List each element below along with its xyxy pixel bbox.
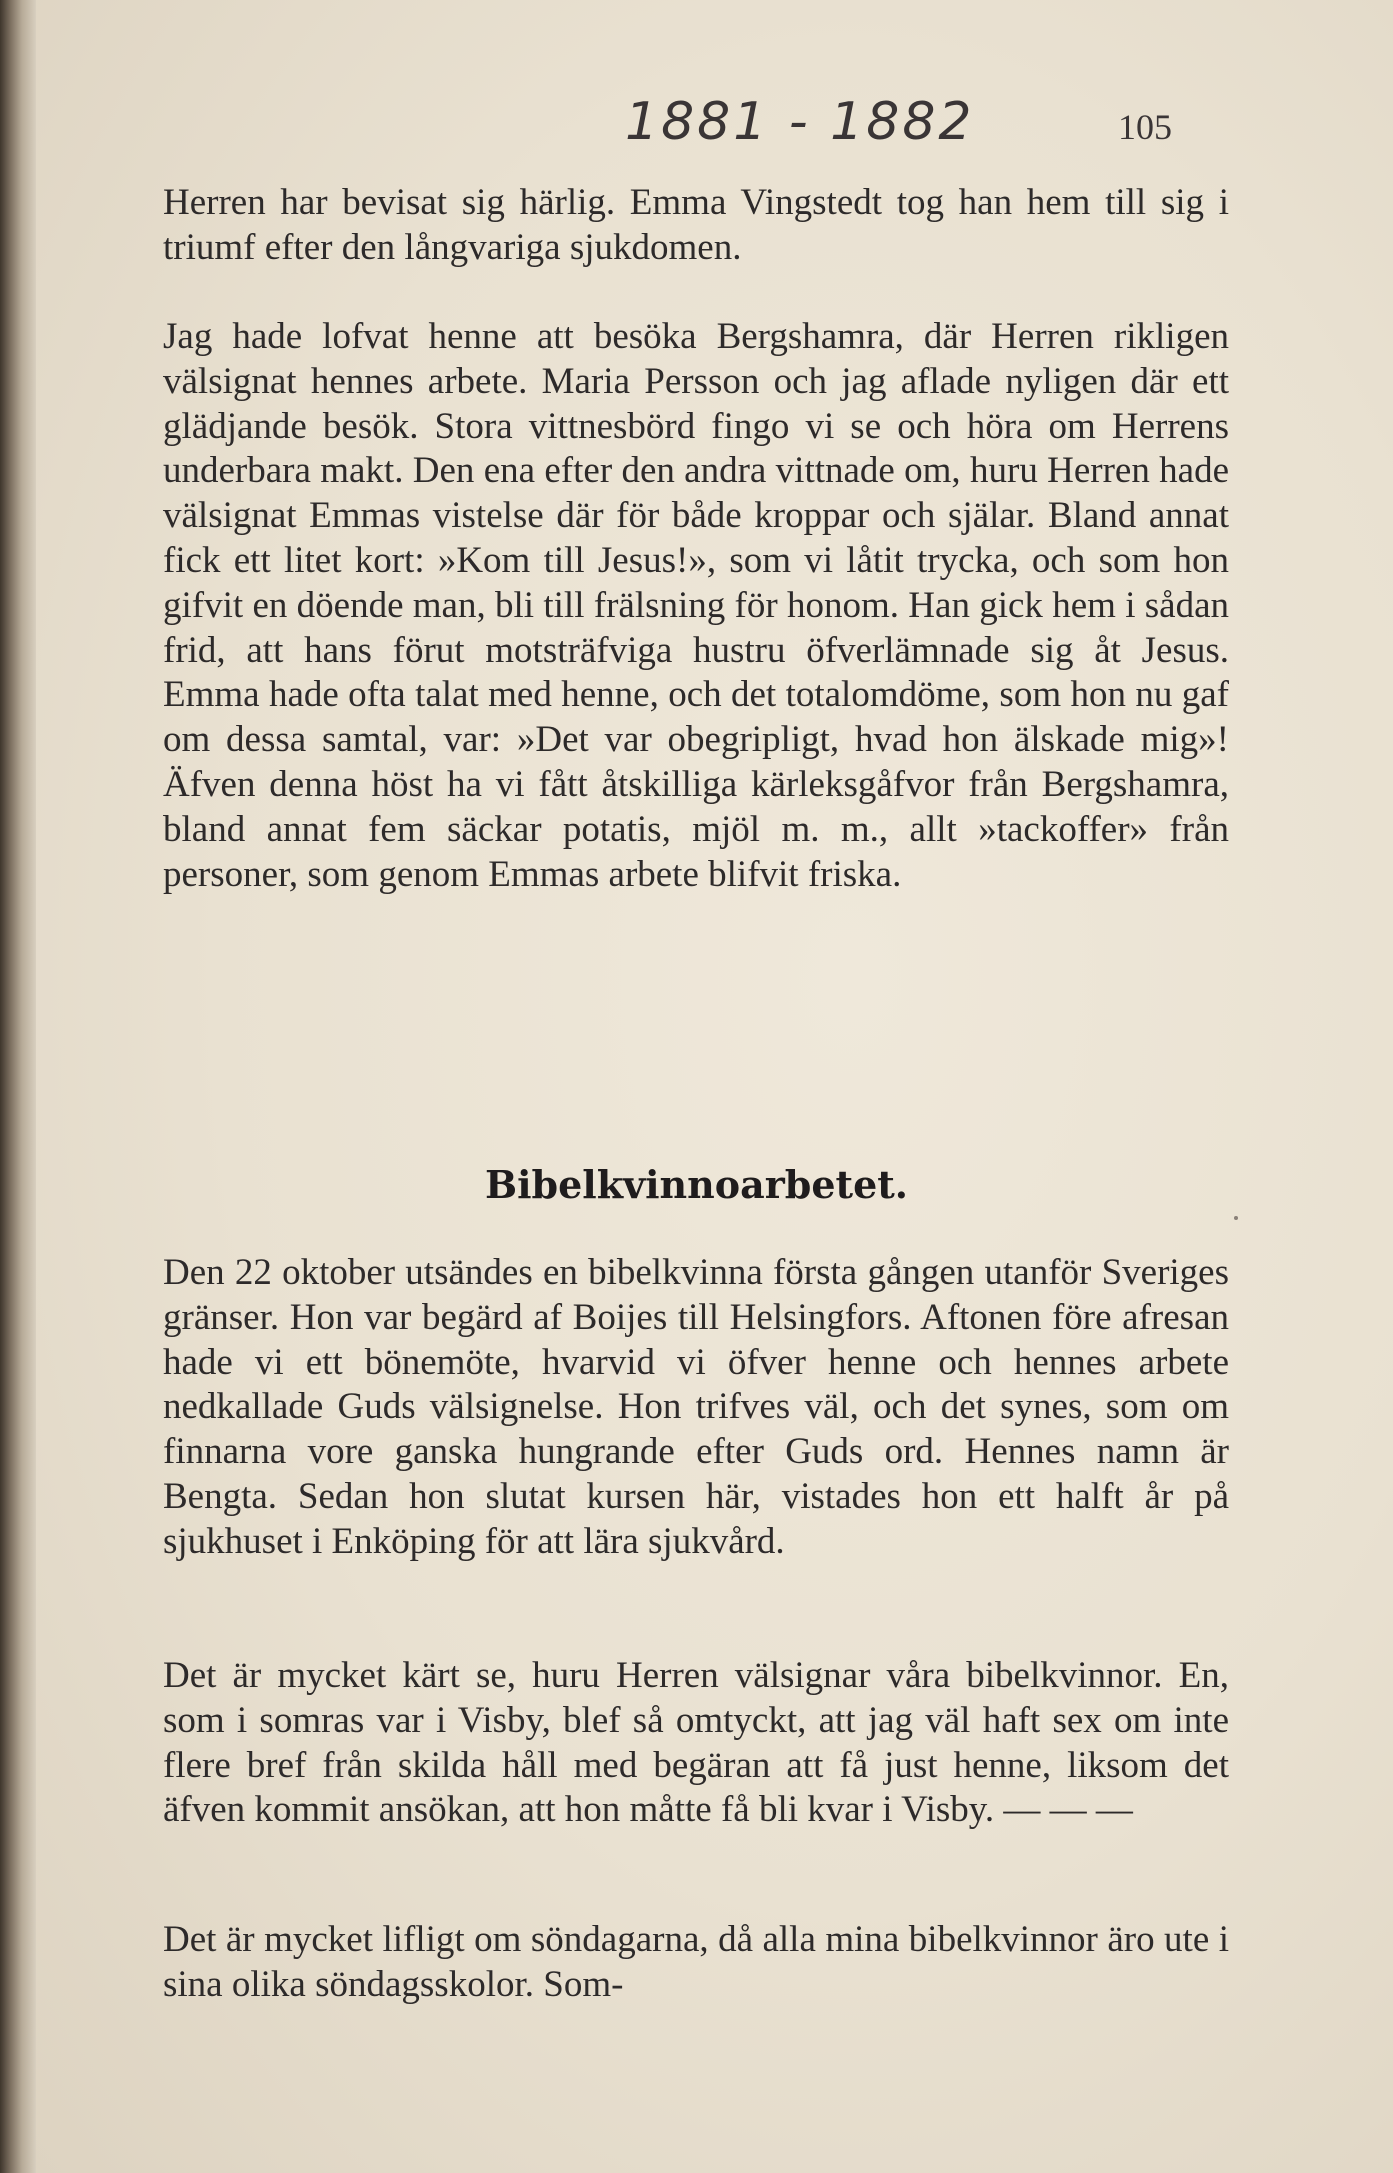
paragraph-sondagsskolor: Det är mycket lifligt om söndagarna, då alla mina bibelkvinnor äro ute i sina olika söndagsskolor. Som- bbox=[163, 1919, 1229, 2005]
page-header bbox=[0, 92, 1393, 162]
paragraph-visby: Det är mycket kärt se, huru Herren välsignar våra bibelkvinnor. En, som i somras var i Visby, blef så omtyckt, att jag väl haft sex om inte flere bref från skilda håll med begäran att få just henne, liksom det äfven kommit ansökan, att hon måtte få bli kvar i Visby. — — — bbox=[163, 1655, 1229, 1831]
paragraph-bergshamra: Jag hade lofvat henne att besöka Bergshamra, där Herren rikligen välsignat hennes arbete. Maria Persson och jag aflade nyligen där ett glädjande besök. Stora vittnesbörd fingo vi se och höra om Herrens underbara makt. Den ena efter den andra vittnade om, huru Herren hade välsignat Emmas vistelse där för både kroppar och själar. Bland annat fick ett litet kort: »Kom till Jesus!», som vi låtit trycka, och som hon gifvit en döende man, bli till frälsning för honom. Han gick hem i sådan frid, att hans förut motsträfviga hustru öfverlämnade sig åt Jesus. Emma hade ofta talat med henne, och det totalomdöme, som hon nu gaf om dessa samtal, var: »Det var obegripligt, hvad hon älskade mig»! Äfven denna höst ha vi fått åtskilliga kärleksgåfvor från Bergshamra, bland annat fem säckar potatis, mjöl m. m., allt »tackoffer» från personer, som genom Emmas arbete blifvit friska. bbox=[163, 316, 1229, 895]
section-heading: Bibelkvinnoarbetet. bbox=[484, 1162, 909, 1207]
paper-speck bbox=[1234, 1216, 1238, 1220]
handwritten-years-annotation: 1881 - 1882 bbox=[625, 92, 975, 152]
book-spine-shadow bbox=[0, 0, 36, 2173]
page-number: 105 bbox=[1118, 107, 1172, 147]
paragraph-helsingfors: Den 22 oktober utsändes en bibelkvinna första gången utanför Sveriges gränser. Hon var begärd af Boijes till Helsingfors. Aftonen före afresan hade vi ett bönemöte, hvarvid vi öfver henne och hennes arbete nedkallade Guds välsignelse. Hon trifves väl, och det synes, som om finnarna vore ganska hungrande efter Guds ord. Hennes namn är Bengta. Sedan hon slutat kursen här, vistades hon ett halft år på sjukhuset i Enköping för att lära sjukvård. bbox=[163, 1252, 1229, 1562]
paragraph-emma-vingstedt: Herren har bevisat sig härlig. Emma Vingstedt tog han hem till sig i triumf efter den långvariga sjukdomen. bbox=[163, 182, 1229, 268]
